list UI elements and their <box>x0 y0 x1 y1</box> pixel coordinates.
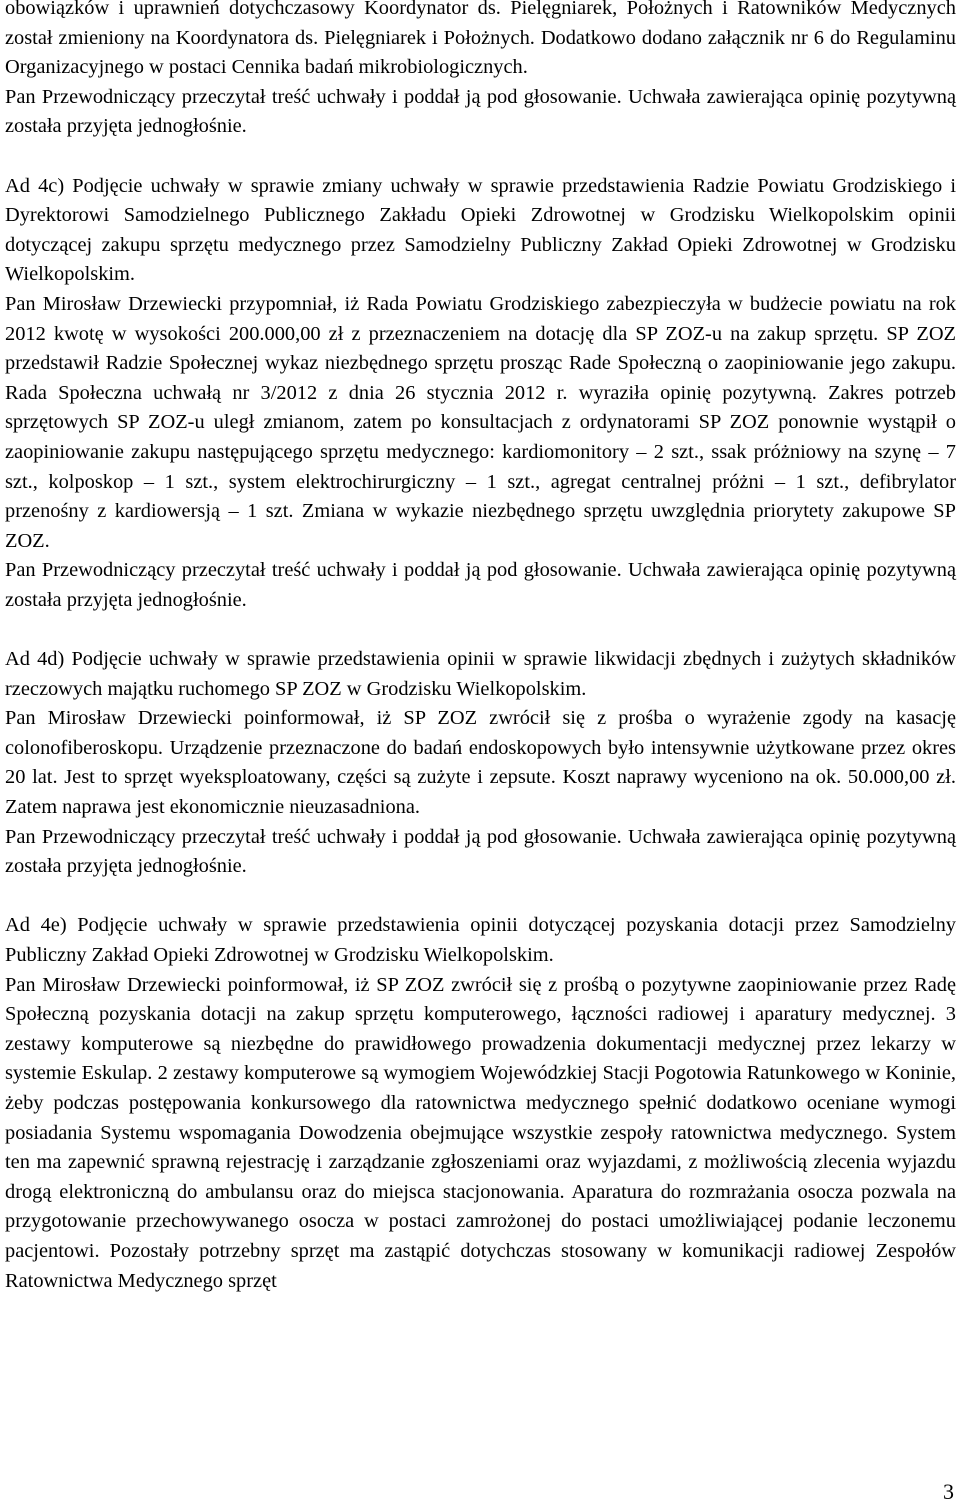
paragraph-4e-discussion: Pan Mirosław Drzewiecki poinformował, iż SP ZOZ zwrócił się z prośbą o pozytywne zaopiniowanie przez Radę Społeczną pozyskania dotacji na zakup sprzętu komputerowego, łączności radiowej i aparatury medycznej. 3 zestawy komputerowe są niezbędne do prawidłowego prowadzenia dokumentacji medycznej przez lekarzy w systemie Eskulap. 2 zestawy komputerowe są wymogiem Wojewódzkiej Stacji Pogotowia Ratunkowego w Koninie, żeby podczas postępowania konkursowego dla ratownictwa medycznego spełnić dodatkowo oceniane wymogi posiadania Systemu wspomagania Dowodzenia obejmujące wszystkie zespoły ratownictwa medycznego. System ten ma zapewnić sprawną rejestrację i zarządzanie zgłoszeniami oraz wyjazdami, z możliwością zlecenia wyjazdu drogą elektroniczną do ambulansu oraz do miejsca stacjonowania. Aparatura do rozmrażania osocza pozwala na przygotowanie przechowywanego osocza w postaci zamrożonej do postaci umożliwiającej podanie leczonemu pacjentowi. Pozostały potrzebny sprzęt ma zastąpić dotychczas stosowany w komunikacji radiowej Zespołów Ratownictwa Medycznego sprzęt <box>5 973 956 1292</box>
paragraph-amendment-summary: obowiązków i uprawnień dotychczasowy Koordynator ds. Pielęgniarek, Położnych i Ratowników Medycznych został zmieniony na Koordynatora ds. Pielęgniarek i Położnych. Dodatkowo dodano załącznik nr 6 do Regulaminu Organizacyjnego w postaci Cennika badań mikrobiologicznych. <box>5 0 956 79</box>
paragraph-vote-result-2: Pan Przewodniczący przeczytał treść uchwały i poddał ją pod głosowanie. Uchwała zawierająca opinię pozytywną została przyjęta jednogłośnie. <box>5 559 956 611</box>
paragraph-spacer <box>5 882 956 912</box>
agenda-item-4e-heading: Ad 4e) Podjęcie uchwały w sprawie przedstawienia opinii dotyczącej pozyskania dotacji przez Samodzielny Publiczny Zakład Opieki Zdrowotnej w Grodzisku Wielkopolskim. <box>5 914 956 966</box>
agenda-item-4d-heading: Ad 4d) Podjęcie uchwały w sprawie przedstawienia opinii w sprawie likwidacji zbędnych i zużytych składników rzeczowych majątku ruchomego SP ZOZ w Grodzisku Wielkopolskim. <box>5 648 956 700</box>
agenda-item-4c-heading: Ad 4c) Podjęcie uchwały w sprawie zmiany uchwały w sprawie przedstawienia Radzie Powiatu Grodziskiego i Dyrektorowi Samodzielnego Publicznego Zakładu Opieki Zdrowotnej w Grodzisku Wielkopolskim opinii dotyczącej zakupu sprzętu medycznego przez Samodzielny Publiczny Zakład Opieki Zdrowotnej w Grodzisku Wielkopolskim. <box>5 174 956 286</box>
paragraph-vote-result-1: Pan Przewodniczący przeczytał treść uchwały i poddał ją pod głosowanie. Uchwała zawierająca opinię pozytywną została przyjęta jednogłośnie. <box>5 85 956 138</box>
paragraph-4c-discussion: Pan Mirosław Drzewiecki przypomniał, iż Rada Powiatu Grodziskiego zabezpieczyła w budżecie powiatu na rok 2012 kwotę w wysokości 200.000,00 zł z przeznaczeniem na dotację dla SP ZOZ-u na zakup sprzętu. SP ZOZ przedstawił Radzie Społecznej wykaz niezbędnego sprzętu prosząc Rade Społeczną o zaopiniowanie jego zakupu. Rada Społeczna uchwałą nr 3/2012 z dnia 26 stycznia 2012 r. wyraziła opinię pozytywną. Zakres potrzeb sprzętowych SP ZOZ-u uległ zmianom, zatem po konsultacjach z ordynatorami SP ZOZ ponownie wystąpił o zaopiniowanie zakupu następującego sprzętu medycznego: kardiomonitory – 2 szt., ssak próżniowy na szynę – 7 szt., kolposkop – 1 szt., system elektrochirurgiczny – 1 szt., agregat centralnej próżni – 1 szt., defibrylator przenośny z kardiowersją – 1 szt. Zmiana w wykazie niezbędnego sprzętu uwzględnia priorytety zakupowe SP ZOZ. <box>5 292 956 552</box>
paragraph-spacer <box>5 615 956 645</box>
paragraph-4d-discussion: Pan Mirosław Drzewiecki poinformował, iż SP ZOZ zwrócił się z prośba o wyrażenie zgody na kasację colonofiberoskopu. Urządzenie przeznaczone do badań endoskopowych było intensywnie użytkowane przez okres 20 lat. Jest to sprzęt wyeksploatowany, części są zużyte i zepsute. Koszt naprawy wyceniono na ok. 50.000,00 zł. Zatem naprawa jest ekonomicznie nieuzasadniona. <box>5 707 956 819</box>
paragraph-spacer <box>5 142 956 172</box>
paragraph-vote-result-3: Pan Przewodniczący przeczytał treść uchwały i poddał ją pod głosowanie. Uchwała zawierająca opinię pozytywną została przyjęta jednogłośnie. <box>5 825 956 878</box>
page-number: 3 <box>943 1479 954 1504</box>
document-page <box>5 0 956 1296</box>
